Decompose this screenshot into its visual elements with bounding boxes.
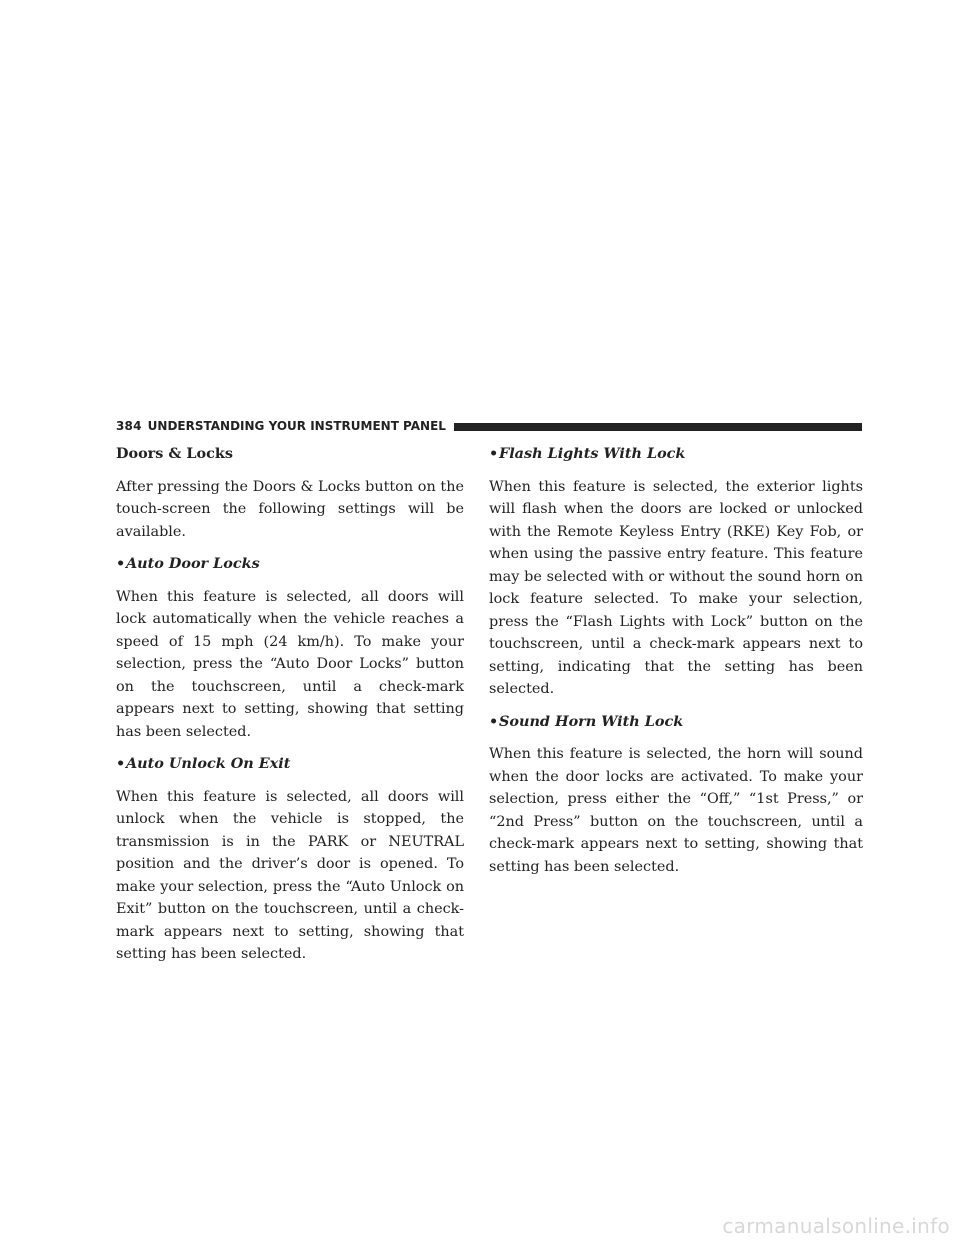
paragraph-auto-unlock-on-exit: When this feature is selected, all doors will unlock when the vehicle is stopped, the transmission is in the PARK or NEUTRAL position and the driver’s door is opened. To make your selection, press the “Auto Unlock on Exit” button on the touchscreen, until a check-mark appears next to setting, showing that setting has been selected.: [116, 788, 464, 962]
page-number: 384: [116, 419, 142, 433]
bullet-icon: •: [489, 445, 499, 462]
watermark: carmanualsonline.info: [722, 1214, 950, 1238]
header-rule: [454, 423, 862, 431]
bullet-title: Auto Door Locks: [126, 555, 260, 572]
bullet-title: Flash Lights With Lock: [499, 445, 686, 462]
bullet-title: Sound Horn With Lock: [499, 712, 684, 730]
bullet-title: Auto Unlock On Exit: [126, 755, 291, 772]
section-title: UNDERSTANDING YOUR INSTRUMENT PANEL: [147, 419, 446, 433]
bullet-icon: •: [489, 712, 499, 730]
paragraph-auto-door-locks: When this feature is selected, all doors will lock automatically when the vehicle reaches a speed of 15 mph (24 km/h). To make your selection, press the “Auto Door Locks” button on the touchscreen, until a check-mark appears next to setting, showing that setting has been selected.: [116, 588, 464, 740]
bullet-auto-door-locks: [116, 553, 464, 576]
bullet-icon: •: [116, 755, 126, 772]
bullet-auto-unlock-on-exit: [116, 753, 464, 776]
bullet-icon: •: [116, 555, 126, 572]
heading-doors-locks: Doors & Locks: [116, 445, 233, 462]
bullet-flash-lights-with-lock: [489, 443, 863, 466]
left-column: [116, 443, 464, 976]
paragraph-sound-horn-with-lock: When this feature is selected, the horn will sound when the door locks are activated. To make your selection, press either the “Off,” “1st Press,” or “2nd Press” button on the touchscreen, until a check-mark appears next to setting, showing that setting has been selected.: [489, 746, 863, 875]
right-column: [489, 443, 863, 888]
page-header: [116, 418, 862, 434]
intro-paragraph: After pressing the Doors & Locks button on the touch-screen the following settings will be available.: [116, 478, 464, 540]
bullet-sound-horn-with-lock: [489, 711, 863, 734]
paragraph-flash-lights-with-lock: When this feature is selected, the exterior lights will flash when the doors are locked or unlocked with the Remote Keyless Entry (RKE) Key Fob, or when using the passive entry feature. This feature may be selected with or without the sound horn on lock feature selected. To make your selection, press the “Flash Lights with Lock” button on the touchscreen, until a check-mark appears next to setting, indicating that the setting has been selected.: [489, 478, 863, 697]
